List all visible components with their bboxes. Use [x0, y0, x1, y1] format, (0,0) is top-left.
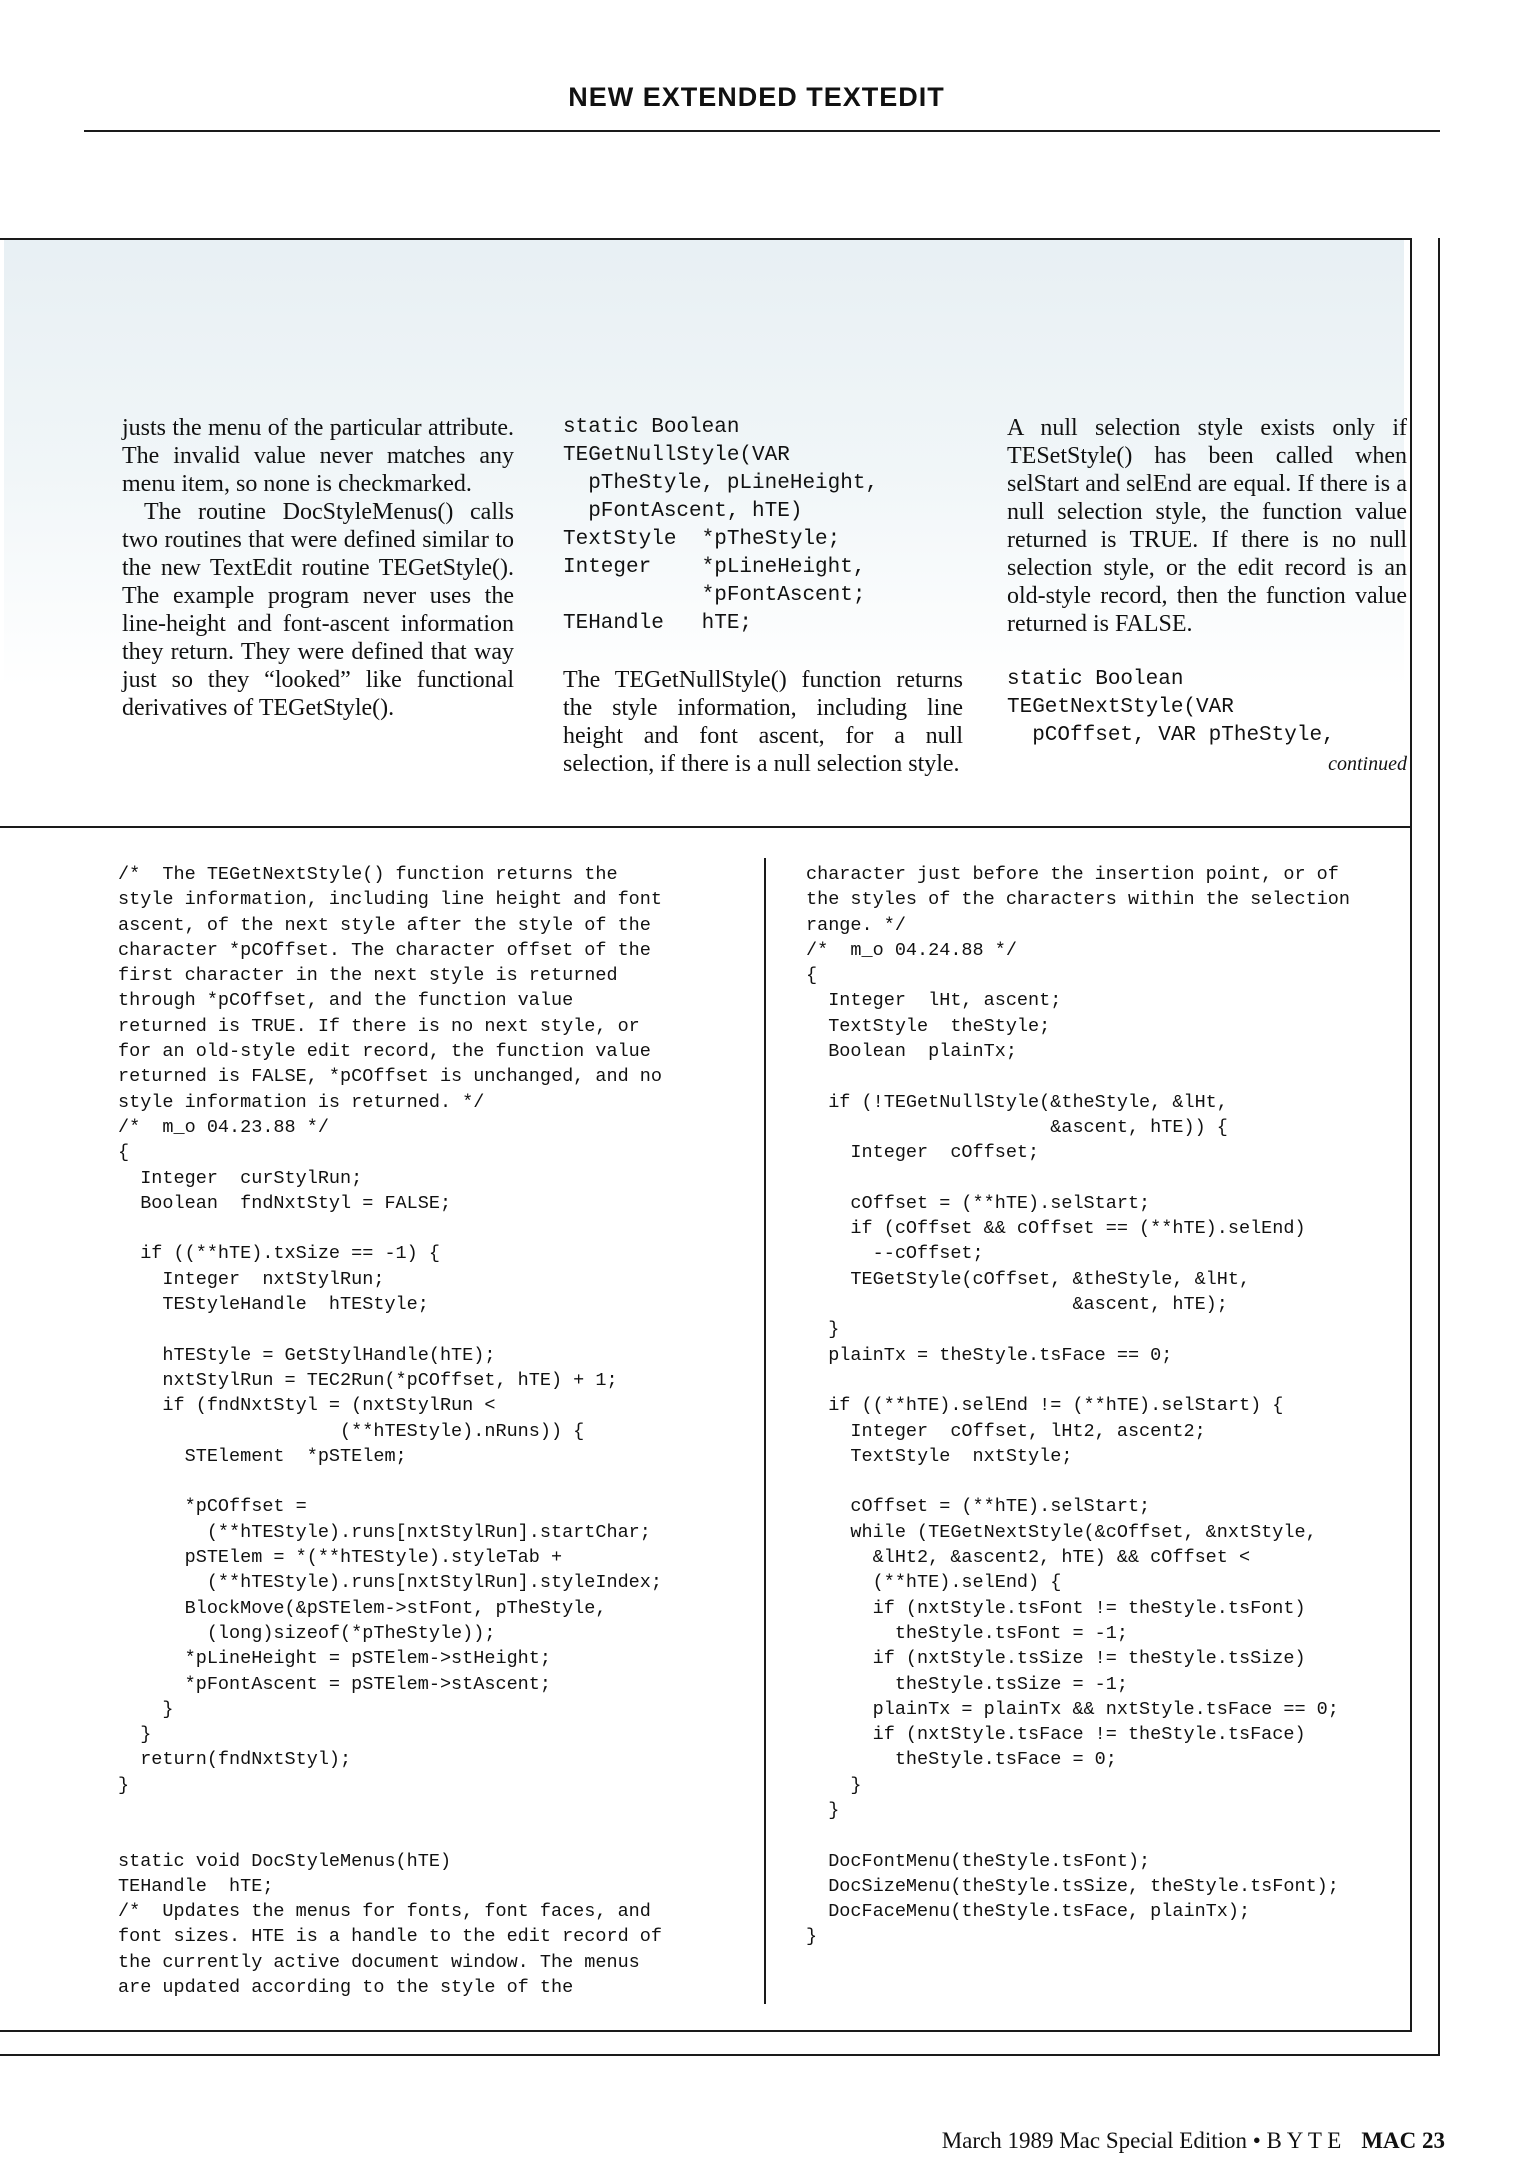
article-paragraph: justs the menu of the particular attribute. The invalid value never matches any menu item, so none is checkmarked. [122, 415, 514, 497]
listing-box-right-border [1410, 826, 1412, 2032]
article-column-2 [563, 414, 963, 778]
code-listing-right: character just before the insertion point, or of the styles of the characters within the selection range. */ /* m_o 04.24.88 */ { Integer lHt, ascent; TextStyle theStyle; Boolean plainTx; if (!TEGetNullStyle(&theStyle, &lHt, &ascent, hTE)) { Integer cOffset; cOffset = (**hTE).selStart; if (cOffset && cOffset == (**hTE).selEnd) --cOffset; TEGetStyle(cOffset, &theStyle, &lHt, &ascent, hTE); } plainTx = theStyle.tsFace == 0; if ((**hTE).selEnd != (**hTE).selStart) { Integer cOffset, lHt2, ascent2; TextStyle nxtStyle; cOffset = (**hTE).selStart; while (TEGetNextStyle(&cOffset, &nxtStyle, &lHt2, &ascent2, hTE) && cOffset < (**hTE).selEnd) { if (nxtStyle.tsFont != theStyle.tsFont) theStyle.tsFont = -1; if (nxtStyle.tsSize != theStyle.tsSize) theStyle.tsSize = -1; plainTx = plainTx && nxtStyle.tsFace == 0; if (nxtStyle.tsFace != theStyle.tsFace) theStyle.tsFace = 0; } } DocFontMenu(theStyle.tsFont); DocSizeMenu(theStyle.tsSize, theStyle.tsFont); DocFaceMenu(theStyle.tsFace, plainTx); } [806, 864, 1350, 1948]
article-paragraph: The TEGetNullStyle() function returns the style information, including line height and font ascent, for a null selection, if there is a null selection style. [563, 667, 963, 777]
footer-issue: March 1989 Mac Special Edition • B Y T E [941, 2128, 1342, 2153]
article-column-3 [1007, 414, 1407, 778]
listing-column-divider [764, 858, 766, 2004]
continued-label: continued [1328, 753, 1407, 775]
footer-page-number: MAC 23 [1361, 2128, 1445, 2153]
outer-frame-bottom-border [0, 2054, 1440, 2056]
code-listing-left: /* The TEGetNextStyle() function returns the style information, including line height and font ascent, of the next style after the style of the character *pCOffset. The character offset of the first character in the next style is returned through *pCOffset, and the function value returned is TRUE. If there is no next style, or for an old-style edit record, the function value returned is FALSE, *pCOffset is unchanged, and no style information is returned. */ /* m_o 04.23.88 */ { Integer curStylRun; Boolean fndNxtStyl = FALSE; if ((**hTE).txSize == -1) { Integer nxtStylRun; TEStyleHandle hTEStyle; hTEStyle = GetStylHandle(hTE); nxtStylRun = TEC2Run(*pCOffset, hTE) + 1; if (fndNxtStyl = (nxtStylRun < (**hTEStyle).nRuns)) { STElement *pSTElem; *pCOffset = (**hTEStyle).runs[nxtStylRun].startChar; pSTElem = *(**hTEStyle).styleTab + (**hTEStyle).runs[nxtStylRun].styleIndex; BlockMove(&pSTElem->stFont, pTheStyle, (long)sizeof(*pTheStyle)); *pLineHeight = pSTElem->stHeight; *pFontAscent = pSTElem->stAscent; } } return(fndNxtStyl); } static void DocStyleMenus(hTE) TEHandle hTE; /* Updates the menus for fonts, font faces, and font sizes. HTE is a handle to the edit record of the currently active document window. The menus are updated according to the style of the [118, 864, 662, 1999]
listing-box-bottom-border [0, 2030, 1412, 2032]
code-snippet-tegetnullstyle: static Boolean TEGetNullStyle(VAR pTheStyle, pLineHeight, pFontAscent, hTE) TextStyle *pTheStyle; Integer *pLineHeight, *pFontAscent; TEHandle hTE; [563, 416, 879, 635]
article-paragraph: A null selection style exists only if TESetStyle() has been called when selStart and selEnd are equal. If there is a null selection style, the function value returned is TRUE. If there is no null selection style, or the edit record is an old-style record, then the function value returned is FALSE. [1007, 415, 1407, 637]
code-snippet-tegetnextstyle: static Boolean TEGetNextStyle(VAR pCOffset, VAR pTheStyle, [1007, 668, 1335, 747]
header-rule [84, 130, 1440, 132]
page-header-title: NEW EXTENDED TEXTEDIT [568, 82, 945, 112]
top-box-right-border [1410, 238, 1412, 828]
listing-box-top-border [0, 826, 1412, 828]
top-box-top-border [0, 238, 1412, 240]
page-footer [942, 2128, 1445, 2154]
article-paragraph: The routine DocStyleMenus() calls two routines that were defined similar to the new TextEdit routine TEGetStyle(). The example program never uses the line-height and font-ascent information they return. They were defined that way just so they “looked” like functional derivatives of TEGetStyle(). [122, 499, 514, 721]
article-column-1 [122, 414, 514, 722]
outer-frame-right-border [1438, 238, 1440, 2056]
